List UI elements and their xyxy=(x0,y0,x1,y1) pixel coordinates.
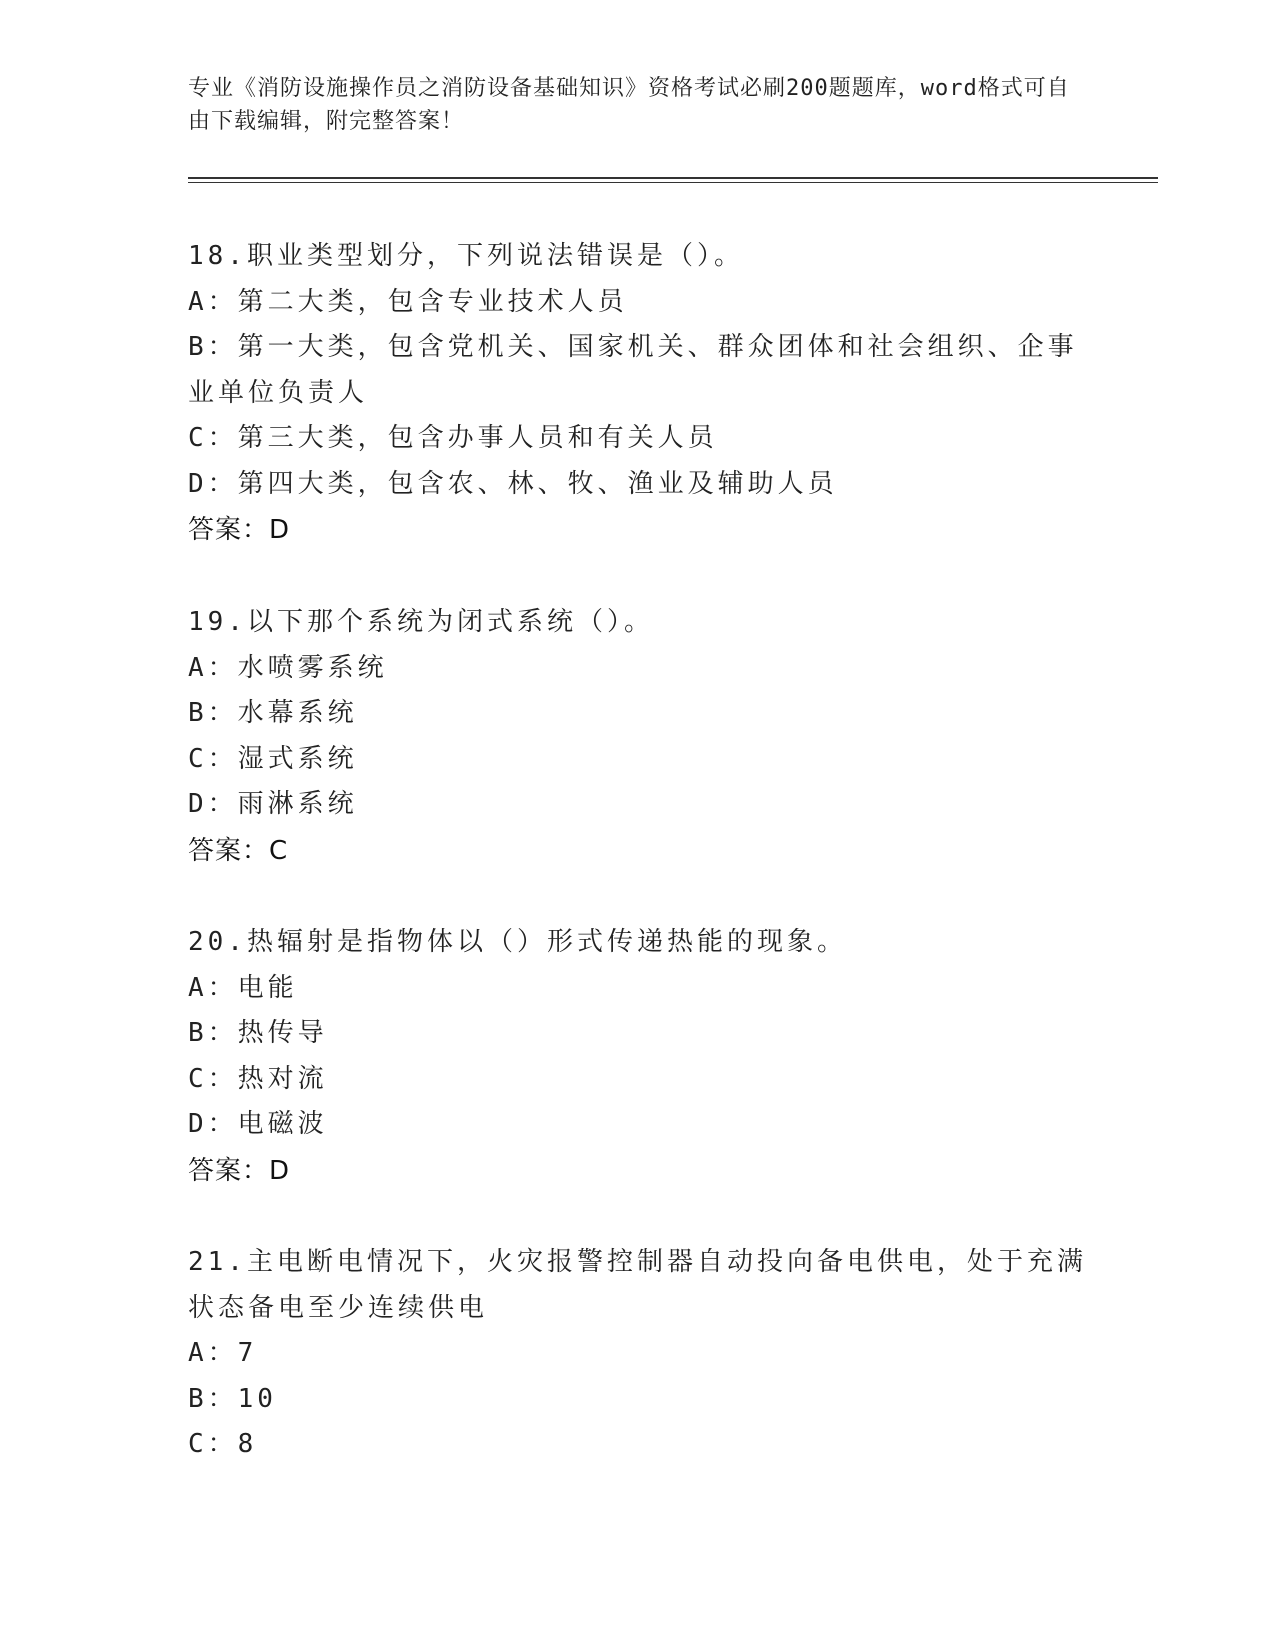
question-stem: 20.热辐射是指物体以（）形式传递热能的现象。 xyxy=(188,927,847,957)
question-20 xyxy=(188,920,1088,1194)
option-b: B：第一大类，包含党机关、国家机关、群众团体和社会组织、企事业单位负责人 xyxy=(188,332,1078,408)
option-b: B：热传导 xyxy=(188,1018,328,1048)
header-divider-thick xyxy=(188,177,1158,179)
option-d: D：雨淋系统 xyxy=(188,789,358,819)
question-21 xyxy=(188,1240,1088,1468)
document-header: 专业《消防设施操作员之消防设备基础知识》资格考试必刷200题题库，word格式可自由下载编辑，附完整答案！ xyxy=(188,76,1070,134)
question-19 xyxy=(188,600,1088,874)
option-c: C：热对流 xyxy=(188,1063,328,1094)
answer-line: 答案：C xyxy=(188,835,289,866)
option-b: B：10 xyxy=(188,1383,277,1414)
header-divider-thin xyxy=(188,182,1158,183)
question-stem: 21.主电断电情况下，火灾报警控制器自动投向备电供电，处于充满状态备电至少连续供电 xyxy=(188,1247,1087,1323)
option-a: A：7 xyxy=(188,1338,258,1368)
answer-line: 答案：D xyxy=(188,515,291,545)
option-a: A：水喷雾系统 xyxy=(188,652,388,683)
option-d: D：电磁波 xyxy=(188,1109,328,1139)
option-c: C：湿式系统 xyxy=(188,743,358,774)
option-c: C：第三大类，包含办事人员和有关人员 xyxy=(188,423,718,453)
option-c: C：8 xyxy=(188,1429,258,1459)
option-a: A：第二大类，包含专业技术人员 xyxy=(188,286,628,317)
answer-line: 答案：D xyxy=(188,1155,291,1186)
question-18 xyxy=(188,234,1088,553)
option-b: B：水幕系统 xyxy=(188,698,358,728)
option-d: D：第四大类，包含农、林、牧、渔业及辅助人员 xyxy=(188,468,838,499)
question-stem: 18.职业类型划分，下列说法错误是（）。 xyxy=(188,241,744,271)
question-stem: 19.以下那个系统为闭式系统（）。 xyxy=(188,607,654,637)
option-a: A：电能 xyxy=(188,972,298,1003)
